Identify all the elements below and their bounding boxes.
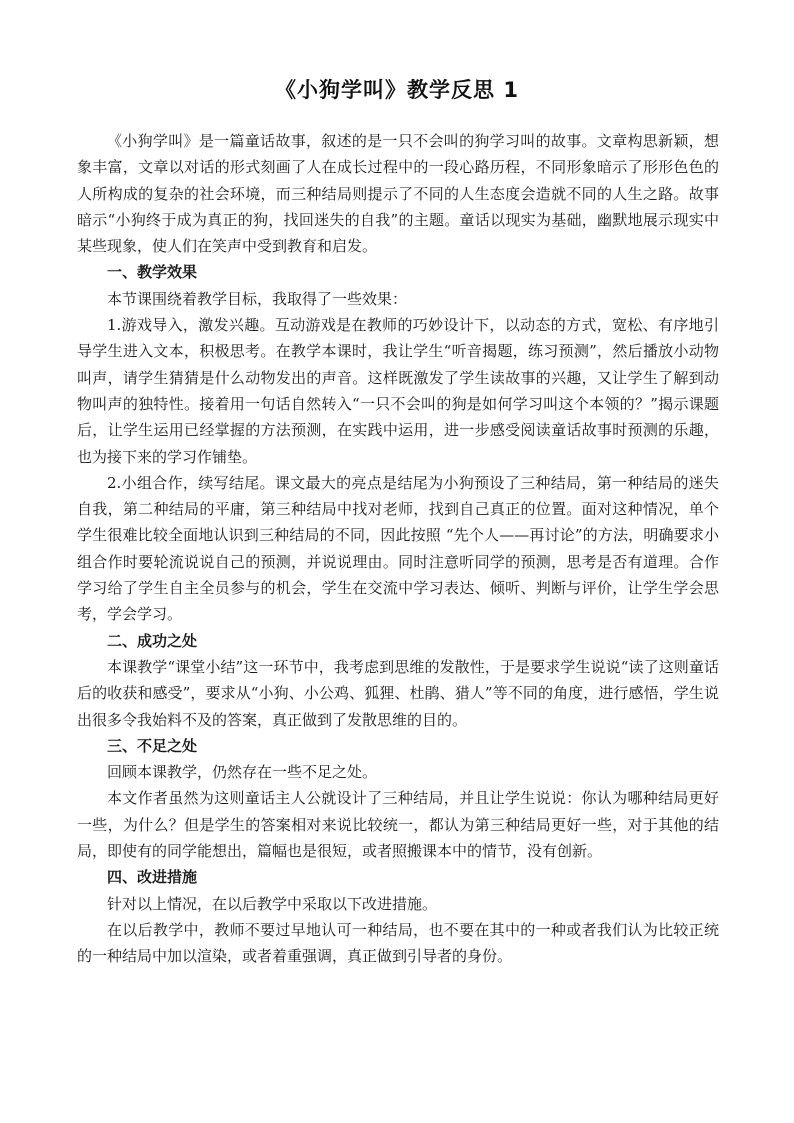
section-heading-improvements: 四、改进措施 (107, 868, 198, 887)
intro-paragraph: 《小狗学叫》是一篇童话故事，叙述的是一只不会叫的狗学习叫的故事。文章构思新颖，想象丰富，文章以对话的形式刻画了人在成长过程中的一段心路历程，不同形象暗示了形形色色的人所构成的复杂的社会环境，而三种结局则提示了不同的人生态度会造就不同的人生之路。故事暗示“小狗终于成为真正的狗，找回迷失的自我”的主题。童话以现实为基础，幽默地展示现实中某些现象，使人们在笑声中受到教育和启发。 (77, 132, 719, 256)
section-heading-success: 二、成功之处 (107, 631, 198, 650)
paragraph-effect-point-1: 1.游戏导入，激发兴趣。互动游戏是在教师的巧妙设计下，以动态的方式，宽松、有序地引导学生进入文本，积极思考。在教学本课时，我让学生“听音揭题，练习预测”，然后播放小动物叫声，请学生猜猜是什么动物发出的声音。这样既激发了学生读故事的兴趣，又让学生了解到动物叫声的独特性。接着用一句话自然转入“一只不会叫的狗是如何学习叫这个本领的？”揭示课题后，让学生运用已经掌握的方法预测，在实践中运用，进一步感受阅读童话故事时预测的乐趣，也为接下来的学习作铺垫。 (77, 316, 719, 466)
paragraph-effect-intro: 本节课围绕着教学目标，我取得了一些效果： (107, 289, 408, 308)
paragraph-effect-point-2: 2.小组合作，续写结尾。课文最大的亮点是结尾为小狗预设了三种结局，第一种结局的迷失自我，第二种结局的平庸，第三种结局中找对老师，找到自己真正的位置。面对这种情况，单个学生很难比较全面地认识到三种结局的不同，因此按照 “先个人——再讨论”的方法，明确要求小组合作时要轮流说说自己的预测，并说说理由。同时注意听同学的预测，思考是否有道理。合作学习给了学生自主全员参与的机会，学生在交流中学习表达、倾听、判断与评价，让学生学会思考，学会学习。 (77, 473, 719, 624)
paragraph-shortcomings-intro: 回顾本课教学，仍然存在一些不足之处。 (107, 763, 378, 782)
paragraph-shortcomings-detail: 本文作者虽然为这则童话主人公就设计了三种结局，并且让学生说说：你认为哪种结局更好一些，为什么？但是学生的答案相对来说比较统一，都认为第三种结局更好一些，对于其他的结局，即使有的同学能想出，篇幅也是很短，或者照搬课本中的情节，没有创新。 (77, 789, 719, 861)
paragraph-success: 本课教学“课堂小结”这一环节中，我考虑到思维的发散性，于是要求学生说说“读了这则童话后的收获和感受”，要求从“小狗、小公鸡、狐狸、杜鹃、猎人”等不同的角度，进行感悟，学生说出很多令我始料不及的答案，真正做到了发散思维的目的。 (77, 657, 719, 729)
section-heading-shortcomings: 三、不足之处 (107, 736, 198, 755)
document-body (77, 128, 719, 970)
section-heading-teaching-effect: 一、教学效果 (107, 263, 198, 282)
paragraph-improvements-intro: 针对以上情况，在以后教学中采取以下改进措施。 (107, 894, 438, 913)
document-title: 《小狗学叫》教学反思 1 (275, 78, 519, 102)
paragraph-improvements-detail: 在以后教学中，教师不要过早地认可一种结局，也不要在其中的一种或者我们认为比较正统的一种结局中加以渲染，或者着重强调，真正做到引导者的身份。 (77, 920, 719, 966)
